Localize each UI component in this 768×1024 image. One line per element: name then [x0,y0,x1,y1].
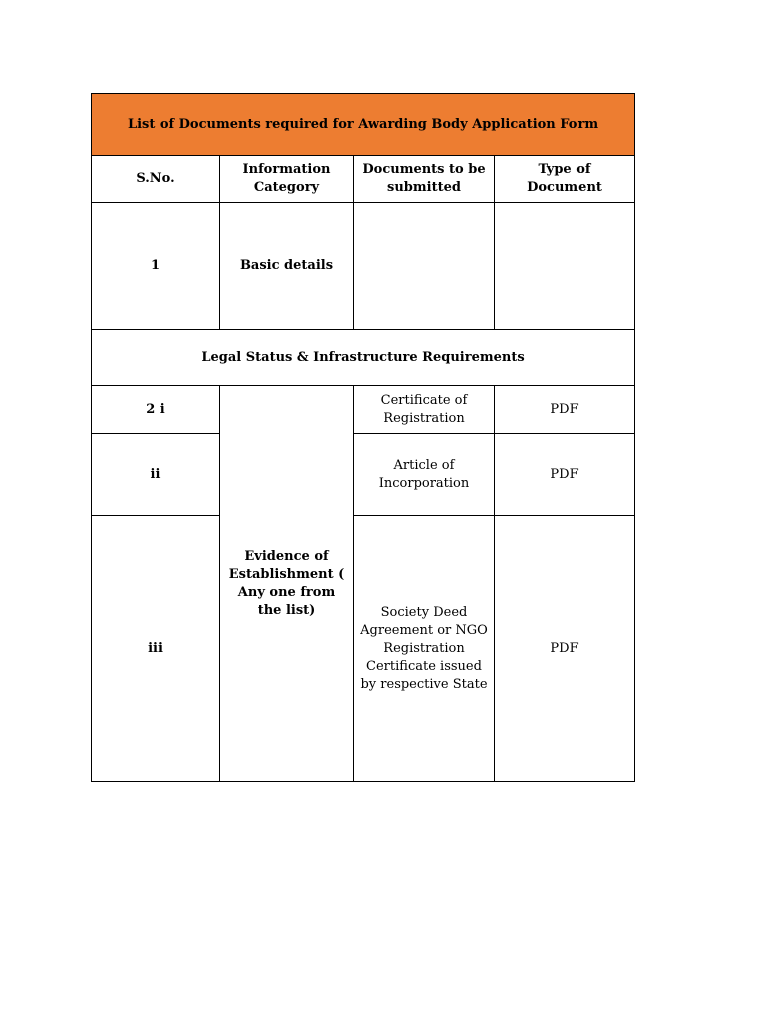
table-title: List of Documents required for Awarding Body Application Form [92,94,635,156]
section-heading: Legal Status & Infrastructure Requirements [92,330,635,386]
row-sno: 1 [92,203,220,330]
header-type: Type of Document [495,156,635,203]
table-row [92,203,635,330]
row-type: PDF [495,386,635,434]
row-type: PDF [495,434,635,516]
row-documents: Certificate of Registration [354,386,495,434]
documents-table [91,93,635,782]
row-documents: Article of Incorporation [354,434,495,516]
row-sno: ii [92,434,220,516]
row-documents [354,203,495,330]
table-row [92,434,635,516]
table-row [92,386,635,434]
establishment-category: Evidence of Establishment ( Any one from the list) [220,386,354,782]
header-sno: S.No. [92,156,220,203]
header-category: Information Category [220,156,354,203]
section-row [92,330,635,386]
row-documents: Society Deed Agreement or NGO Registration Certificate issued by respective State [354,516,495,782]
row-sno: iii [92,516,220,782]
row-type: PDF [495,516,635,782]
title-row [92,94,635,156]
header-documents: Documents to be submitted [354,156,495,203]
header-row [92,156,635,203]
row-category: Basic details [220,203,354,330]
table-row [92,516,635,782]
row-sno: 2 i [92,386,220,434]
row-type [495,203,635,330]
